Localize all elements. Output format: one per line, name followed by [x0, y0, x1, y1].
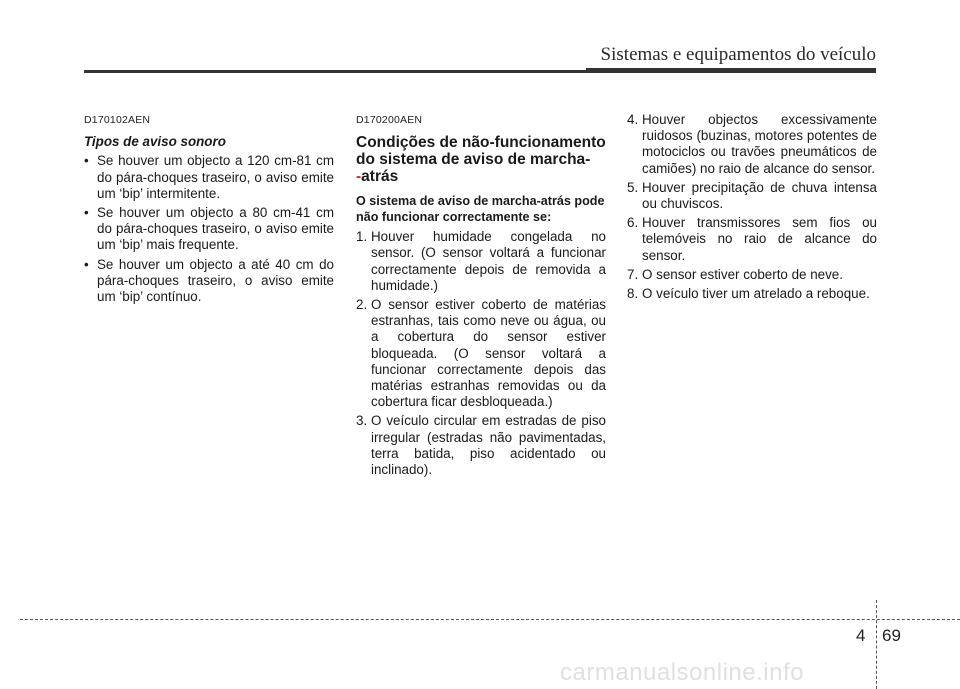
list-item: 7. O sensor estiver coberto de neve.	[627, 266, 843, 282]
list-item: • Se houver um objecto a 80 cm-41 cm do pára-choques traseiro, o aviso emite um ‘bip’ mais frequente.	[84, 205, 334, 253]
chapter-number: 4	[856, 626, 866, 645]
conditions-list-continued	[627, 112, 877, 302]
header-rule	[84, 70, 876, 73]
column-left	[84, 112, 334, 308]
bullet-icon: •	[84, 153, 89, 169]
bullet-icon: •	[84, 205, 89, 221]
column-right	[627, 112, 877, 305]
section-code: D170102AEN	[84, 114, 151, 126]
footer-rule	[20, 619, 960, 620]
watermark: carmanualsonline.info	[560, 659, 804, 686]
list-item: 2. O sensor estiver coberto de matérias estranhas, tais como neve ou água, ou a cobertura do sensor estiver bloqueada. (O sensor voltará a funcionar correctamente depois das matérias estranhas removidas ou da cobertura ficar desbloqueada.)	[356, 297, 606, 410]
bullet-icon: •	[84, 256, 89, 272]
list-item: 6. Houver transmissores sem fios ou telemóveis no raio de alcance do sensor.	[627, 215, 877, 263]
section-subheading: Tipos de aviso sonoro	[84, 134, 226, 150]
list-item: 3. O veículo circular em estradas de piso irregular (estradas não pavimentadas, terra batida, piso acidentado ou inclinado).	[356, 413, 606, 478]
conditions-list	[356, 229, 606, 478]
column-middle	[356, 112, 606, 481]
list-item: 8. O veículo tiver um atrelado a reboque.	[627, 286, 870, 302]
header-title: Sistemas e equipamentos do veículo	[600, 44, 876, 65]
warning-types-list	[84, 153, 334, 305]
page-number: 69	[882, 626, 901, 645]
section-intro: O sistema de aviso de marcha-atrás pode não funcionar correctamente se:	[356, 194, 605, 224]
list-item: • Se houver um objecto a até 40 cm do pára-choques traseiro, o aviso emite um ‘bip’ contínuo.	[84, 256, 334, 305]
list-item: 1. Houver humidade congelada no sensor. (O sensor voltará a funcionar correctamente depois de removida a humidade.)	[356, 229, 606, 293]
section-heading: Condições de não-funcionamento do sistema de aviso de marcha- -atrás	[356, 134, 606, 186]
footer-divider	[876, 600, 877, 689]
list-item: • Se houver um objecto a 120 cm-81 cm do pára-choques traseiro, o aviso emite um ‘bip’ intermitente.	[84, 153, 334, 201]
list-item: 4. Houver objectos excessivamente ruidosos (buzinas, motores potentes de motociclos ou travões pneumáticos de camiões) no raio de alcance do sensor.	[627, 112, 877, 176]
section-code: D170200AEN	[356, 114, 423, 126]
list-item: 5. Houver precipitação de chuva intensa ou chuviscos.	[627, 179, 877, 212]
